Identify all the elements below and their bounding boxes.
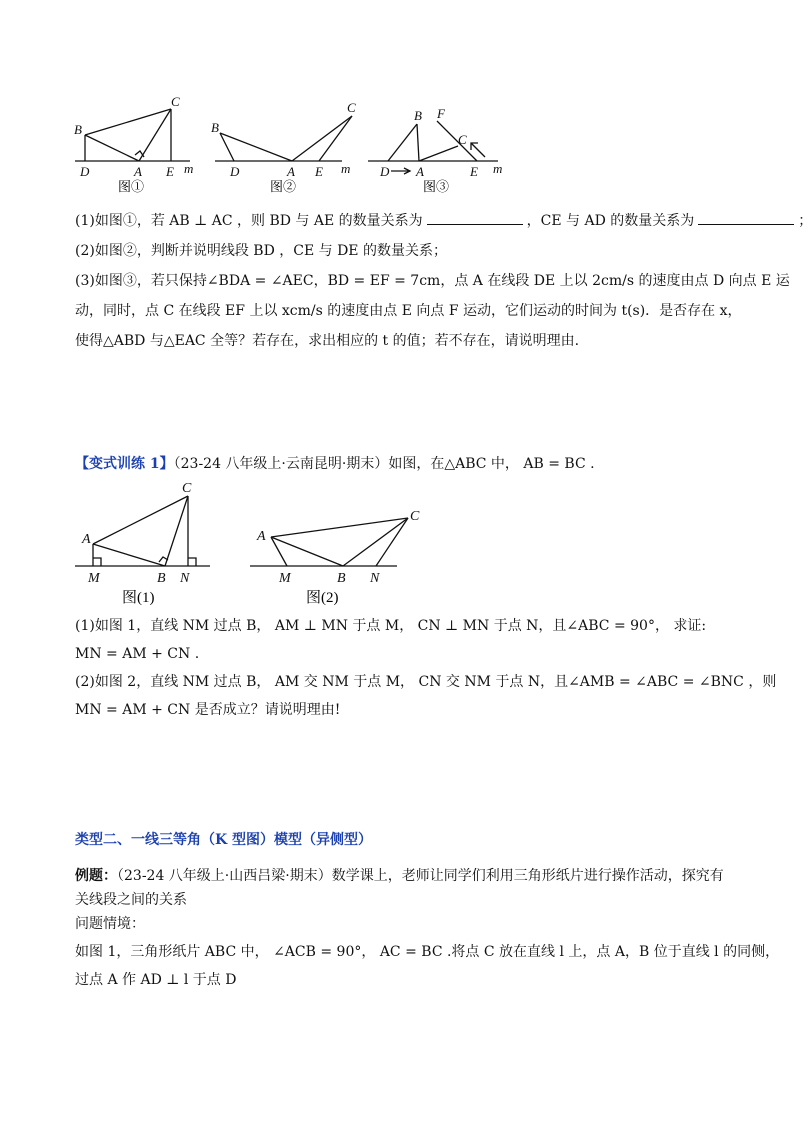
fig3-caption: 图③ xyxy=(423,179,450,194)
figb2-label-N: N xyxy=(370,571,380,586)
figure-b2 xyxy=(250,518,408,566)
q1-part3-line2: 动，同时，点 C 在线段 EF 上以 xcm/s 的速度由点 E 向点 F 运动，它们运动的时间为 t(s)．是否存在 x， xyxy=(75,303,742,319)
example-line2: 关线段之间的关系 xyxy=(75,892,187,908)
section-heading: 类型二、一线三等角（K 型图）模型（异侧型） xyxy=(75,832,373,848)
fig2-label-A: A xyxy=(287,164,295,179)
figure-b1 xyxy=(75,496,210,566)
scenario-label: 问题情境： xyxy=(75,916,145,932)
q1-part3-line1: (3)如图③，若只保持∠BDA = ∠AEC，BD = EF = 7cm，点 A 在线段 DE 上以 2cm/s 的速度由点 D 向点 E 运 xyxy=(75,273,790,289)
fig2-label-B: B xyxy=(211,120,219,135)
figure-1 xyxy=(75,109,190,161)
fig2-label-C: C xyxy=(347,100,356,115)
q1-part3-line3: 使得△ABD 与△EAC 全等？若存在，求出相应的 t 的值；若不存在，请说明理由. xyxy=(75,333,580,349)
fig1-label-m: m xyxy=(184,161,194,176)
fig2-label-E: E xyxy=(315,164,323,179)
example-label: 例题： xyxy=(75,868,117,884)
fig1-label-B: B xyxy=(74,122,82,137)
fig3-label-B: B xyxy=(414,108,422,123)
answer-blank-1[interactable] xyxy=(427,212,523,225)
fig1-label-E: E xyxy=(166,164,174,179)
fig3-label-D: D xyxy=(380,164,390,179)
figure-2 xyxy=(215,116,352,161)
scenario-line2: 过点 A 作 AD ⊥ l 于点 D xyxy=(75,972,237,988)
figb1-label-M: M xyxy=(88,571,100,586)
fig1-caption: 图① xyxy=(118,179,145,194)
fig2-caption: 图② xyxy=(270,179,297,194)
figb2-caption: 图(2) xyxy=(306,590,339,606)
scenario-line1: 如图 1，三角形纸片 ABC 中， ∠ACB = 90°， AC = BC .将点 C 放在直线 l 上，点 A，B 位于直线 l 的同侧， xyxy=(75,944,780,960)
fig1-label-D: D xyxy=(80,164,90,179)
variant-intro: 【变式训练 1】（23-24 八年级上·云南昆明·期末）如图，在△ABC 中， AB = BC . xyxy=(75,456,595,472)
figb2-label-M: M xyxy=(279,571,291,586)
fig3-label-E: E xyxy=(470,164,478,179)
q2-part2-line1: (2)如图 2，直线 NM 过点 B， AM 交 NM 于点 M， CN 交 NM 于点 N，且∠AMB = ∠ABC = ∠BNC ，则 xyxy=(75,674,777,690)
q2-part2-line2: MN = AM + CN 是否成立？请说明理由! xyxy=(75,702,341,718)
fig3-label-F: F xyxy=(437,106,445,121)
q2-part1-line1: (1)如图 1，直线 NM 过点 B， AM ⊥ MN 于点 M， CN ⊥ MN 于点 N，且∠ABC = 90°， 求证: xyxy=(75,618,707,634)
fig2-label-m: m xyxy=(341,161,351,176)
fig1-label-C: C xyxy=(171,94,180,109)
fig3-label-C: C xyxy=(458,132,467,147)
figb1-label-N: N xyxy=(180,571,190,586)
figure-row-2 xyxy=(60,474,440,614)
example-line1: 例题：（23-24 八年级上·山西吕梁·期末）数学课上，老师让同学们利用三角形纸片进行操作活动，探究有 xyxy=(75,868,724,884)
q2-part1-line2: MN = AM + CN . xyxy=(75,646,200,662)
q1-part2: (2)如图②，判断并说明线段 BD ，CE 与 DE 的数量关系； xyxy=(75,243,447,259)
figb2-label-B: B xyxy=(337,571,346,586)
fig3-label-m: m xyxy=(493,161,503,176)
figb1-caption: 图(1) xyxy=(122,590,155,606)
figb2-label-C: C xyxy=(410,509,420,524)
figure-row-1 xyxy=(60,88,520,200)
q1-part1: (1)如图①，若 AB ⊥ AC ，则 BD 与 AE 的数量关系为 ，CE 与 AD 的数量关系为 ； xyxy=(75,213,812,229)
figb2-label-A: A xyxy=(257,529,266,544)
variant-tag: 【变式训练 1】 xyxy=(75,456,174,472)
fig2-label-D: D xyxy=(230,164,240,179)
figb1-label-B: B xyxy=(157,571,166,586)
figb1-label-C: C xyxy=(182,481,192,496)
answer-blank-2[interactable] xyxy=(698,212,794,225)
figb1-label-A: A xyxy=(82,532,91,547)
fig3-label-A: A xyxy=(416,164,424,179)
fig1-label-A: A xyxy=(134,164,142,179)
